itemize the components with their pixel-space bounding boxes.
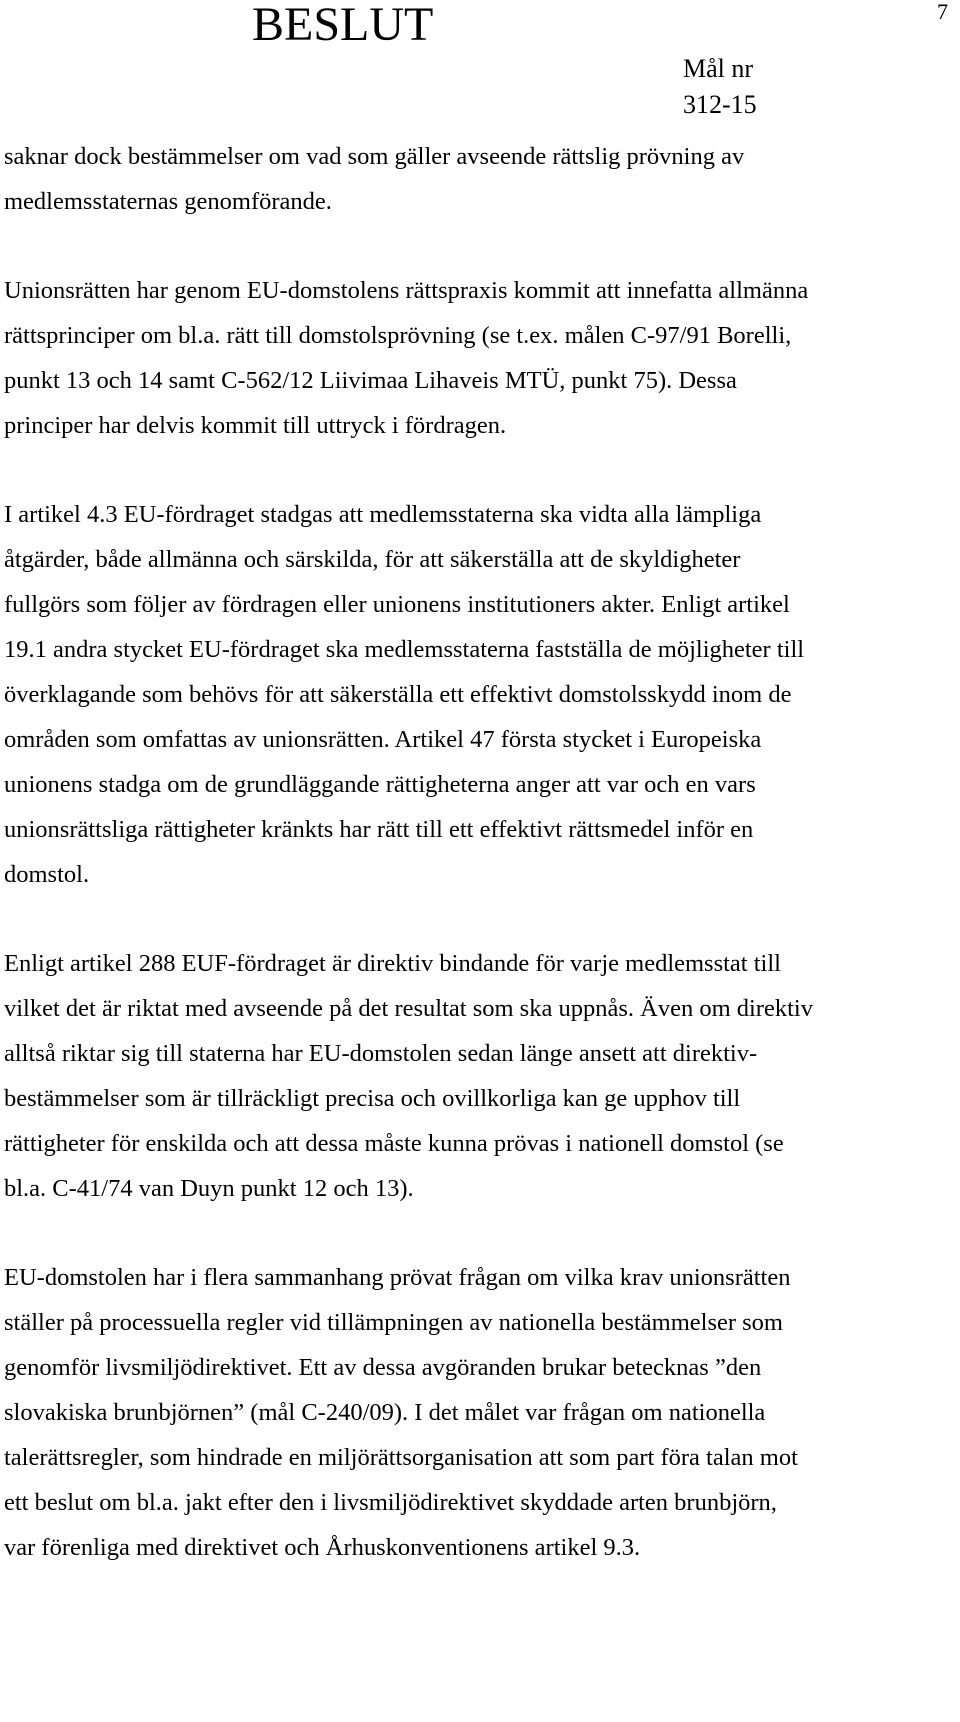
text-line: åtgärder, både allmänna och särskilda, för att säkerställa att de skyldigheter [4,546,741,573]
text-line: ett beslut om bl.a. jakt efter den i livsmiljödirektivet skyddade arten brunbjörn, [4,1489,777,1516]
text-line: saknar dock bestämmelser om vad som gäller avseende rättslig prövning av [4,143,745,170]
document-title: BESLUT [252,0,434,51]
text-line: Unionsrätten har genom EU-domstolens rättspraxis kommit att innefatta allmänna [4,277,809,304]
text-line: ställer på processuella regler vid tillämpningen av nationella bestämmelser som [4,1309,783,1336]
text-line: vilket det är riktat med avseende på det resultat som ska uppnås. Även om direktiv [4,995,813,1022]
text-line: EU-domstolen har i flera sammanhang prövat frågan om vilka krav unionsrätten [4,1264,791,1291]
text-line: rättigheter för enskilda och att dessa måste kunna prövas i nationell domstol (se [4,1130,784,1157]
text-line: I artikel 4.3 EU-fördraget stadgas att medlemsstaterna ska vidta alla lämpliga [4,501,762,528]
text-line: unionens stadga om de grundläggande rättigheterna anger att var och en vars [4,771,756,798]
page-number: 7 [937,0,948,24]
text-line: fullgörs som följer av fördragen eller unionens institutioners akter. Enligt artikel [4,591,790,618]
text-line: unionsrättsliga rättigheter kränkts har rätt till ett effektivt rättsmedel inför en [4,816,754,843]
text-line: domstol. [4,861,90,888]
text-line: medlemsstaternas genomförande. [4,188,332,215]
text-line: punkt 13 och 14 samt C-562/12 Liivimaa Lihaveis MTÜ, punkt 75). Dessa [4,367,737,394]
case-number: 312-15 [683,90,757,119]
text-line: genomför livsmiljödirektivet. Ett av dessa avgöranden brukar betecknas ”den [4,1354,762,1381]
text-line: slovakiska brunbjörnen” (mål C-240/09). I det målet var frågan om nationella [4,1399,766,1426]
text-line: överklagande som behövs för att säkerställa ett effektivt domstolsskydd inom de [4,681,792,708]
text-line: rättsprinciper om bl.a. rätt till domstolsprövning (se t.ex. målen C-97/91 Borelli, [4,322,792,349]
text-line: 19.1 andra stycket EU-fördraget ska medlemsstaterna fastställa de möjligheter till [4,636,805,663]
text-line: alltså riktar sig till staterna har EU-domstolen sedan länge ansett att direktiv- [4,1040,758,1067]
text-line: bestämmelser som är tillräckligt precisa och ovillkorliga kan ge upphov till [4,1085,741,1112]
case-number-label: Mål nr [683,54,754,83]
text-line: Enligt artikel 288 EUF-fördraget är direktiv bindande för varje medlemsstat till [4,950,781,977]
text-line: principer har delvis kommit till uttryck i fördragen. [4,412,507,439]
text-line: områden som omfattas av unionsrätten. Artikel 47 första stycket i Europeiska [4,726,762,753]
text-line: var förenliga med direktivet och Århuskonventionens artikel 9.3. [4,1534,641,1561]
text-line: bl.a. C-41/74 van Duyn punkt 12 och 13). [4,1175,414,1202]
text-line: talerättsregler, som hindrade en miljörättsorganisation att som part föra talan mot [4,1444,798,1471]
